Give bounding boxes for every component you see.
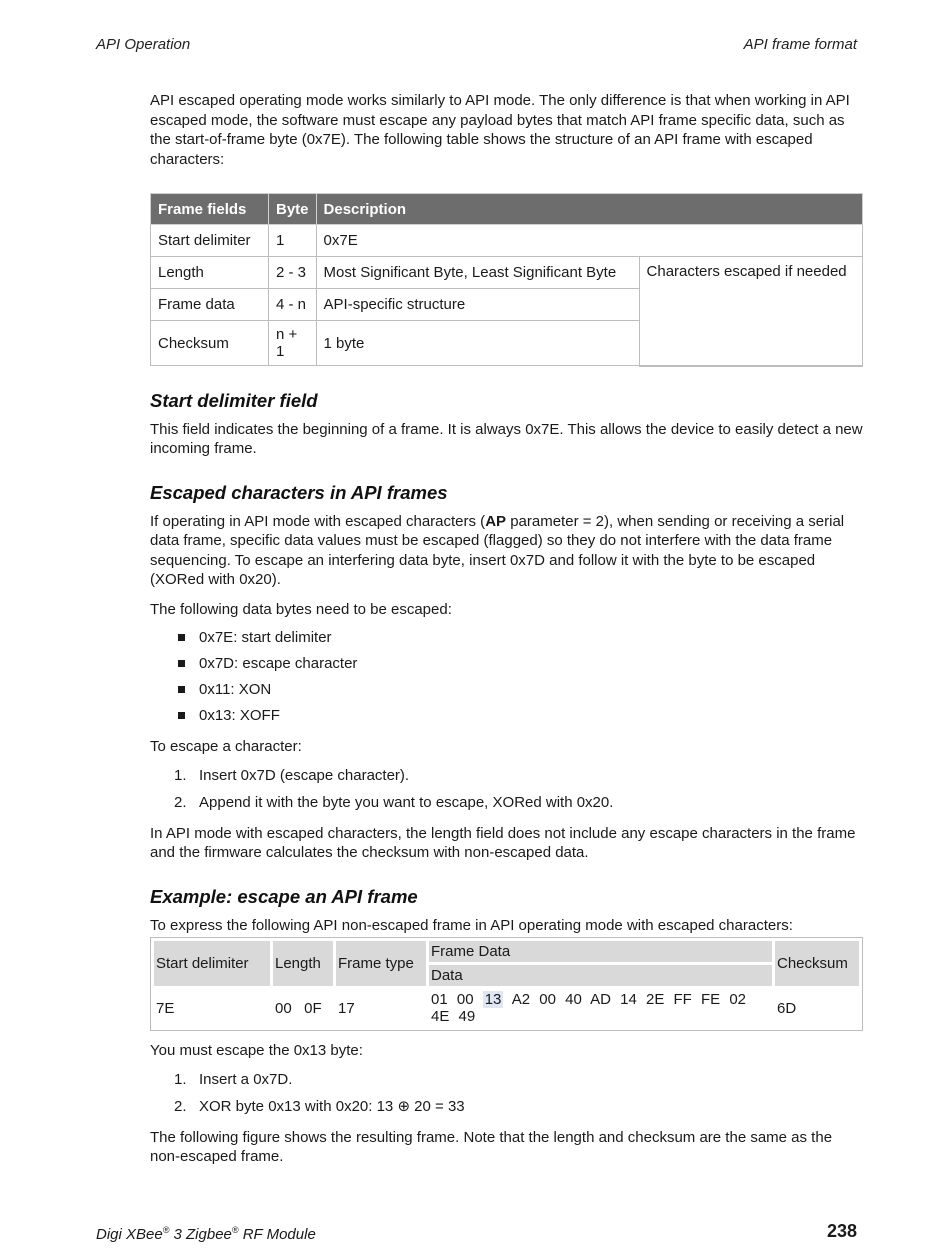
list-item-text: 0x11: XON [199, 681, 272, 698]
col-description: Description [316, 194, 862, 225]
list-item-text: 0x7D: escape character [199, 655, 358, 672]
list-item [178, 681, 863, 699]
escaped-paragraph-2: The following data bytes need to be escaped: [150, 600, 452, 618]
table-header-row [154, 941, 859, 962]
data-bytes: 01 00 [431, 991, 474, 1008]
list-item-text: 0x7E: start delimiter [199, 629, 332, 646]
heading-escaped-characters: Escaped characters in API frames [150, 481, 448, 503]
col-frame-fields: Frame fields [151, 194, 269, 225]
step-text: Insert a 0x7D. [199, 1070, 293, 1088]
escape-steps-list [150, 767, 863, 812]
cell-field: Length [151, 257, 269, 289]
list-item [178, 629, 863, 647]
escaped-paragraph-4: In API mode with escaped characters, the length field does not include any escape characters in the frame and the firmware calculates the checksum with non-escaped data. [150, 824, 856, 861]
start-delimiter-text: This field indicates the beginning of a frame. It is always 0x7E. This allows the device to easily detect a new incoming frame. [150, 420, 863, 457]
header-chapter-title: API frame format [743, 36, 857, 53]
header-section-title: API Operation [96, 36, 191, 53]
table-row [154, 989, 859, 1027]
escape-instruction: You must escape the 0x13 byte: [150, 1042, 363, 1059]
cell-side-note: Characters escaped if needed [639, 257, 862, 366]
col-checksum: Checksum [775, 941, 859, 986]
step-text: Insert 0x7D (escape character). [199, 766, 410, 784]
example-steps-list [150, 1071, 863, 1116]
list-item-text: 0x13: XOFF [199, 707, 280, 724]
escaped-paragraph-1 [150, 512, 863, 590]
text-run: Digi XBee [96, 1226, 163, 1243]
step-number: 1. [174, 766, 187, 784]
list-item [178, 707, 863, 725]
table-row [151, 257, 863, 289]
cell-desc: Most Significant Byte, Least Significant Byte [316, 257, 639, 289]
step-number: 1. [174, 1070, 187, 1088]
cell-desc: 0x7E [316, 225, 862, 257]
ap-parameter: AP [485, 512, 507, 530]
page-content [150, 91, 863, 1177]
list-item [174, 767, 863, 785]
closing-paragraph: The following figure shows the resulting frame. Note that the length and checksum are the same as the non-escaped frame. [150, 1128, 833, 1165]
heading-start-delimiter: Start delimiter field [150, 389, 318, 411]
cell-desc: API-specific structure [316, 289, 639, 321]
col-data: Data [429, 965, 772, 986]
heading-example: Example: escape an API frame [150, 885, 418, 907]
step-text: XOR byte 0x13 with 0x20: 13 ⊕ 20 = 33 [199, 1097, 465, 1115]
cell-byte: 2 - 3 [269, 257, 317, 289]
cell-checksum: 6D [777, 999, 797, 1017]
cell-length: 00 0F [275, 999, 322, 1017]
col-byte: Byte [269, 194, 317, 225]
example-intro: To express the following API non-escaped frame in API operating mode with escaped characters: [150, 916, 793, 934]
intro-paragraph: API escaped operating mode works similarly to API mode. The only difference is that when working in API escaped mode, the software must escape any payload bytes that match API frame specific data, such as the start-of-frame byte (0x7E). The following table shows the structure of an API frame with escaped characters: [150, 92, 850, 168]
step-number: 2. [174, 1097, 187, 1115]
cell-field: Frame data [151, 289, 269, 321]
data-bytes: A2 00 40 AD 14 2E FF FE 02 4E 49 [431, 991, 747, 1025]
col-length: Length [273, 941, 333, 986]
footer-product-name [96, 1226, 316, 1243]
cell-data [429, 989, 772, 1027]
cell-byte: 1 [269, 225, 317, 257]
list-item [178, 655, 863, 673]
cell-desc: 1 byte [316, 321, 639, 366]
registered-mark: ® [231, 1225, 239, 1235]
cell-field: Checksum [151, 321, 269, 366]
step-number: 2. [174, 793, 187, 811]
square-bullet-icon [178, 686, 185, 693]
col-frame-type: Frame type [336, 941, 426, 986]
list-item [174, 1098, 863, 1116]
cell-field: Start delimiter [151, 225, 269, 257]
text-run: parameter = 2), when sending or receiving a serial data frame, specific data values must be escaped (flagged) so they do not interfere with the data frame sequencing. To escape an interfering data byte, insert 0x7D and follow it with the byte to be escaped (XORed with 0x20). [150, 512, 845, 588]
api-frame-table [150, 193, 863, 367]
example-frame-table [150, 937, 863, 1031]
table-header-row [151, 194, 863, 225]
square-bullet-icon [178, 660, 185, 667]
cell-start-delimiter: 7E [156, 999, 175, 1017]
list-item [174, 794, 863, 812]
text-run: 3 Zigbee [169, 1226, 232, 1243]
text-run: RF Module [238, 1226, 316, 1243]
list-item [174, 1071, 863, 1089]
text-run: If operating in API mode with escaped characters ( [150, 512, 486, 530]
escaped-paragraph-3: To escape a character: [150, 738, 302, 755]
cell-byte: 4 - n [269, 289, 317, 321]
square-bullet-icon [178, 634, 185, 641]
table-row [151, 225, 863, 257]
page-number: 238 [826, 1221, 857, 1241]
registered-mark: ® [162, 1225, 170, 1235]
cell-frame-type: 17 [338, 999, 355, 1017]
highlighted-byte: 13 [484, 991, 502, 1008]
escape-bytes-list [150, 629, 863, 725]
square-bullet-icon [178, 712, 185, 719]
col-frame-data: Frame Data [429, 941, 772, 962]
step-text: Append it with the byte you want to escape, XORed with 0x20. [199, 793, 614, 811]
col-start-delimiter: Start delimiter [154, 941, 270, 986]
cell-byte: n + 1 [269, 321, 317, 366]
